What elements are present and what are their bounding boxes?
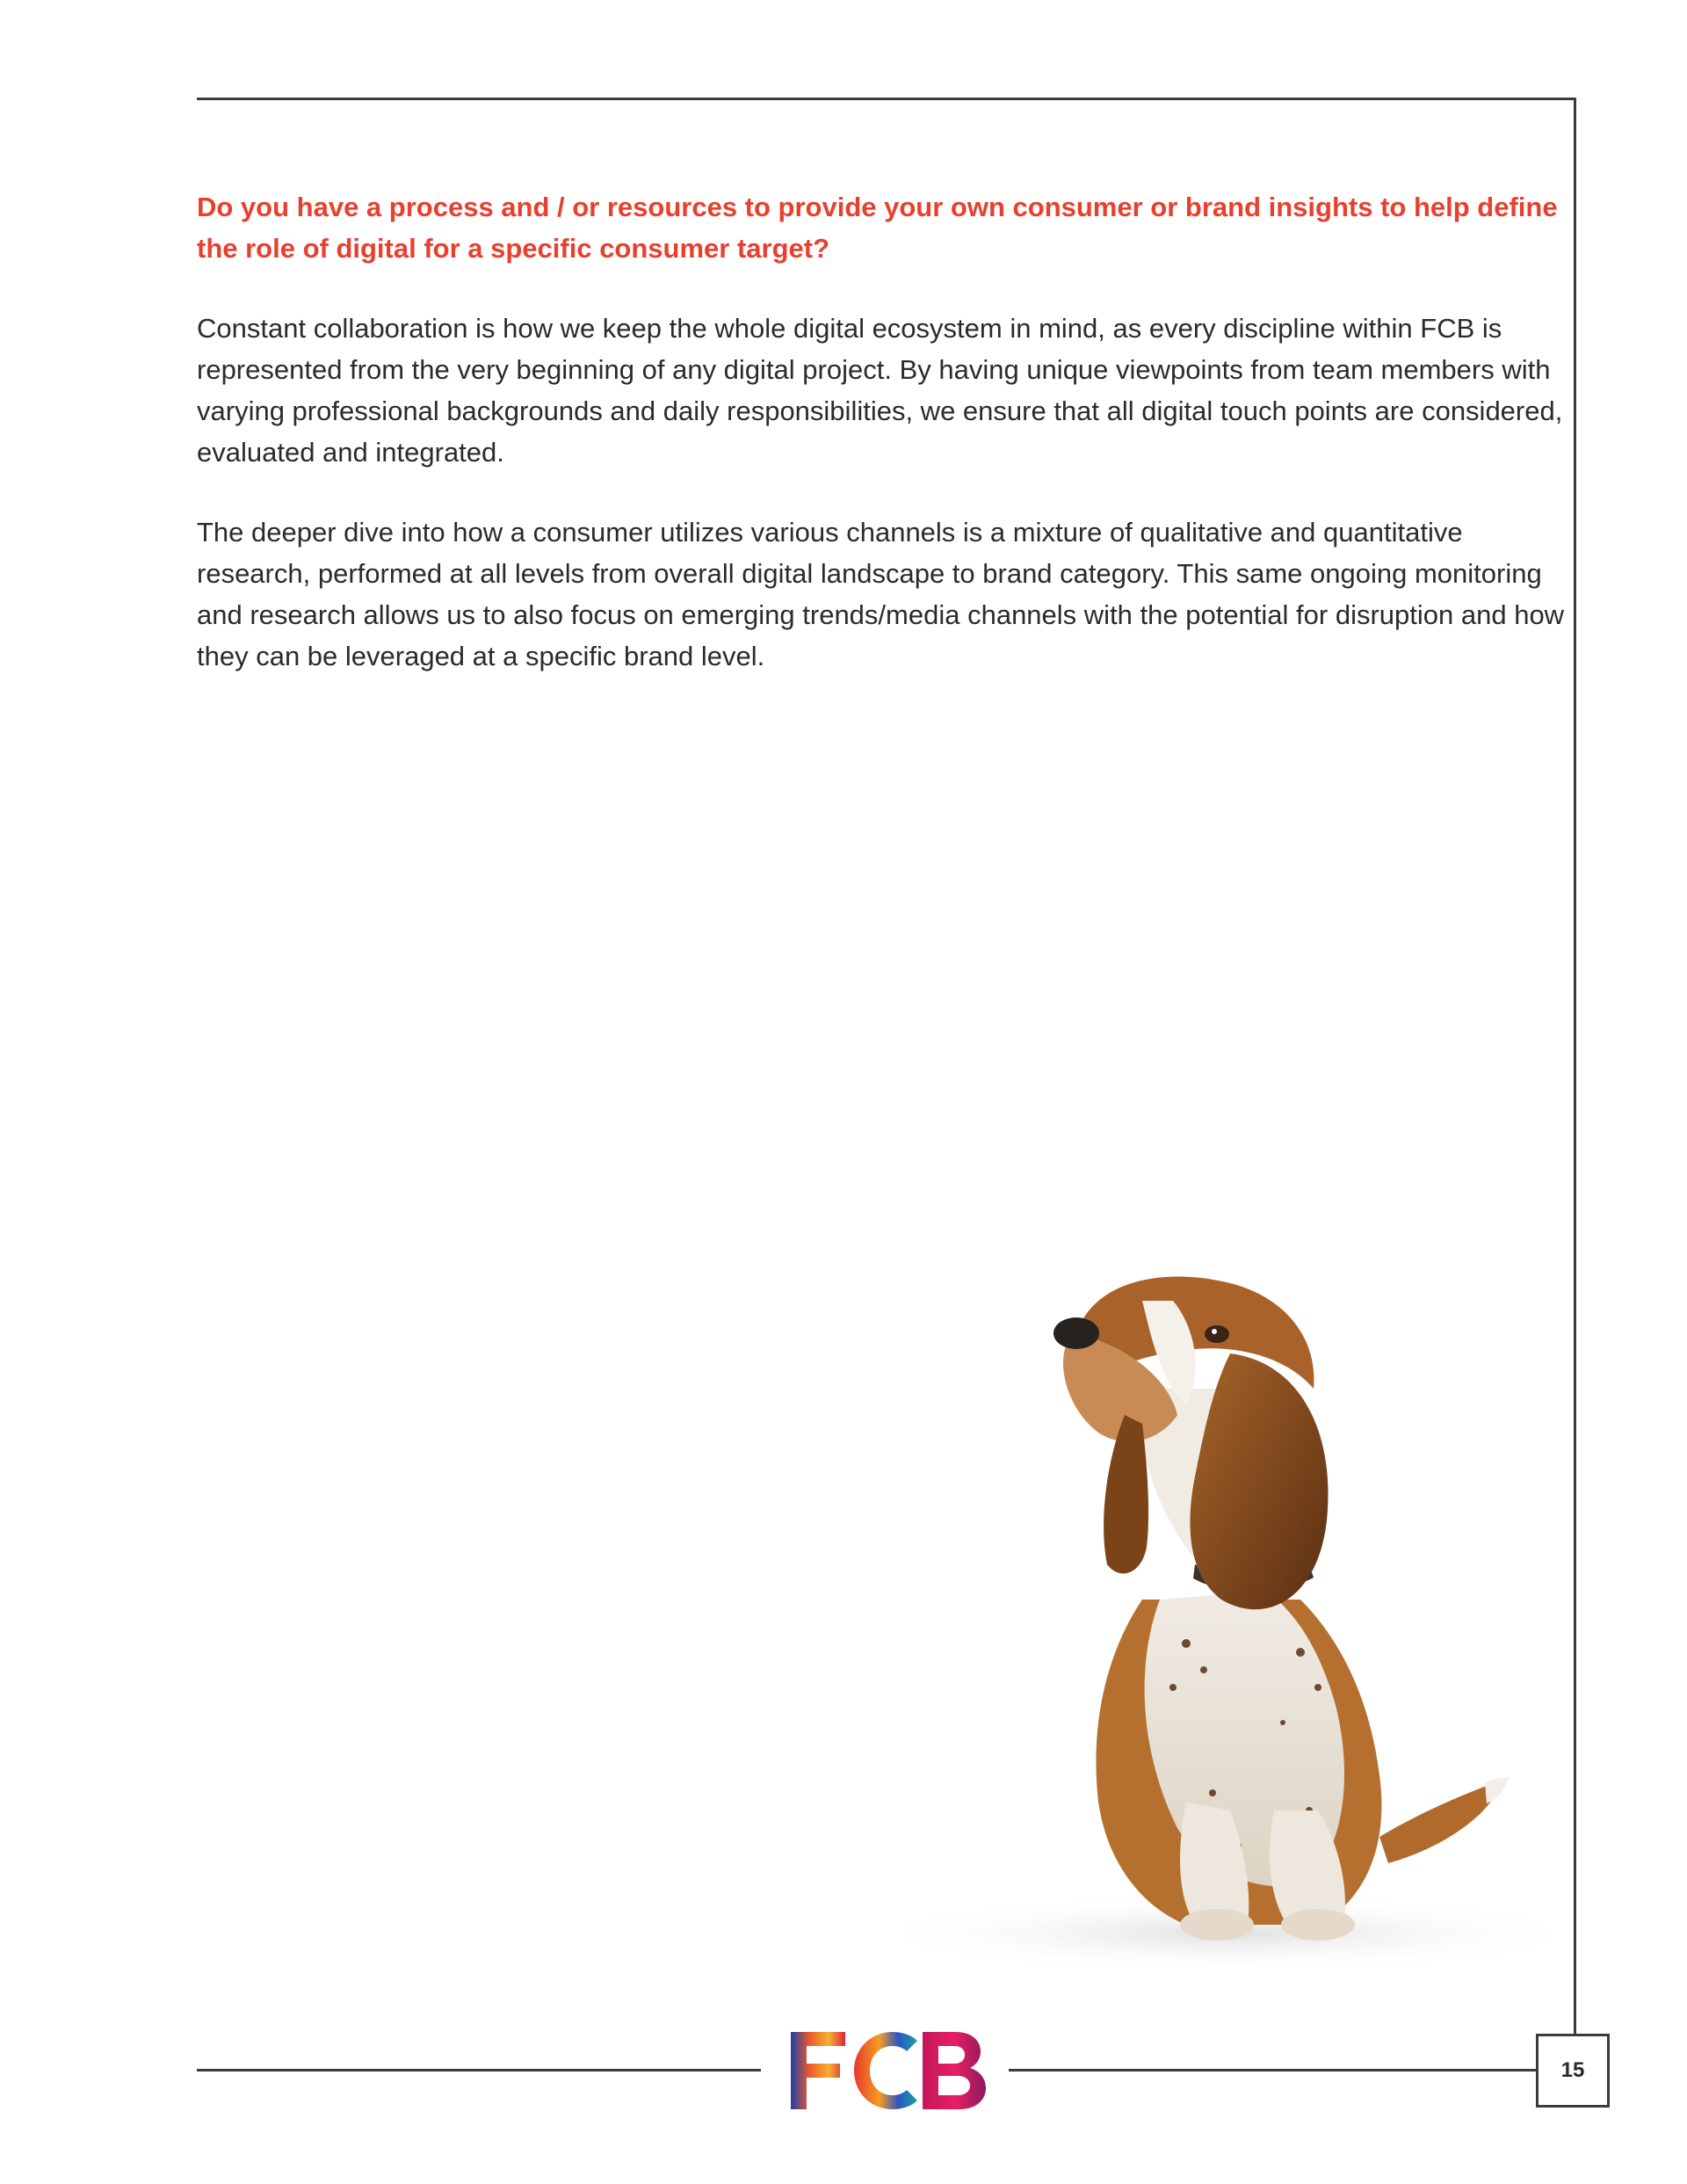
fcb-logo (789, 2028, 988, 2113)
frame-right-rule (1574, 98, 1576, 2035)
footer-rule-left (197, 2069, 761, 2072)
fcb-logo-text: FCB (789, 2028, 791, 2029)
paragraph-research: The deeper dive into how a consumer utilizes various channels is a mixture of qualitative and quantitative research, performed at all levels from overall digital landscape to brand category. This same ongoing monitoring and research allows us to also focus on emerging trends/media channels with the potential for disruption and how they can be leveraged at a specific brand level. (197, 517, 1565, 671)
page-number: 15 (1536, 2034, 1610, 2108)
frame-top-rule (197, 98, 1576, 100)
basset-hound-image (773, 1230, 1546, 2021)
footer-rule-right (1009, 2069, 1536, 2072)
paragraph-collaboration: Constant collaboration is how we keep the whole digital ecosystem in mind, as every discipline within FCB is represented from the very beginning of any digital project. By having unique viewpoints from team members with varying professional backgrounds and daily responsibilities, we ensure that all digital touch points are considered, evaluated and integrated. (197, 313, 1563, 468)
question-heading: Do you have a process and / or resources to provide your own consumer or brand insights to help define the role of digital for a specific consumer target? (197, 192, 1558, 264)
main-content (197, 186, 1568, 715)
